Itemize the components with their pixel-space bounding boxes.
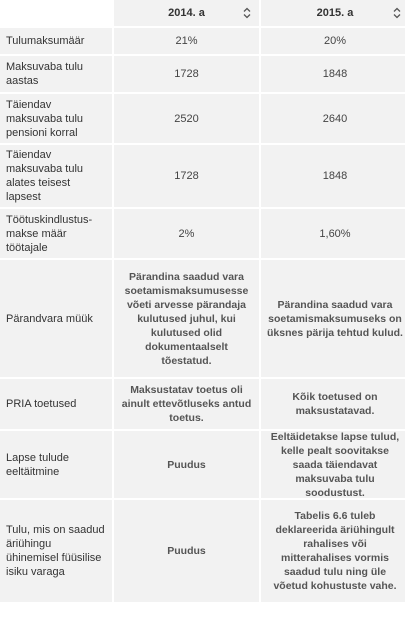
header-blank	[0, 0, 112, 26]
column-header-2014[interactable]	[114, 0, 259, 26]
cell-2015: Kõik toetused on maksustatavad.	[261, 379, 405, 429]
row-label: Tulumaksumäär	[0, 28, 112, 54]
row-label: Täiendav maksuvaba tulu alates teisest lapsest	[0, 145, 112, 207]
row-label: Pärandvara müük	[0, 260, 112, 377]
cell-2015: 20%	[261, 28, 405, 54]
cell-2014: 1728	[114, 56, 259, 92]
cell-2014: 2%	[114, 209, 259, 258]
row-label: Maksuvaba tulu aastas	[0, 56, 112, 92]
column-header-label: 2014. a	[168, 7, 205, 19]
cell-2015: 2640	[261, 94, 405, 143]
cell-2015: 1848	[261, 56, 405, 92]
cell-2015: Eeltäidetakse lapse tulud, kelle pealt soovitakse saada täiendavat maksuvaba tulu soodustust.	[261, 431, 405, 498]
cell-2015: 1848	[261, 145, 405, 207]
row-label: Töötuskindlustus-makse määr töötajale	[0, 209, 112, 258]
cell-2015: Pärandina saadud vara soetamismaksumuseks on üksnes pärija tehtud kulud.	[261, 260, 405, 377]
row-label: Lapse tulude eeltäitmine	[0, 431, 112, 498]
cell-2014: 21%	[114, 28, 259, 54]
cell-2015: 1,60%	[261, 209, 405, 258]
cell-2014: Pärandina saadud vara soetamismaksumusesse võeti arvesse pärandaja kulutused juhul, kui kulutused olid dokumentaalselt tõestatud.	[114, 260, 259, 377]
cell-2014: 1728	[114, 145, 259, 207]
sort-arrows-icon[interactable]	[243, 7, 251, 19]
cell-2014: 2520	[114, 94, 259, 143]
cell-2014: Maksustatav toetus oli ainult ettevõtluseks antud toetus.	[114, 379, 259, 429]
cell-2014: Puudus	[114, 500, 259, 602]
row-label: PRIA toetused	[0, 379, 112, 429]
row-label: Täiendav maksuvaba tulu pensioni korral	[0, 94, 112, 143]
cell-2014: Puudus	[114, 431, 259, 498]
column-header-label: 2015. a	[316, 7, 354, 19]
cell-2015: Tabelis 6.6 tuleb deklareerida äriühingult rahalises või mitterahalises vormis saadud tulu ning üle võetud kohustuste vahe.	[261, 500, 405, 602]
column-header-2015[interactable]	[261, 0, 405, 26]
row-label: Tulu, mis on saadud äriühingu ühinemisel füüsilise isiku varaga	[0, 500, 112, 602]
sort-arrows-icon[interactable]	[393, 7, 401, 19]
